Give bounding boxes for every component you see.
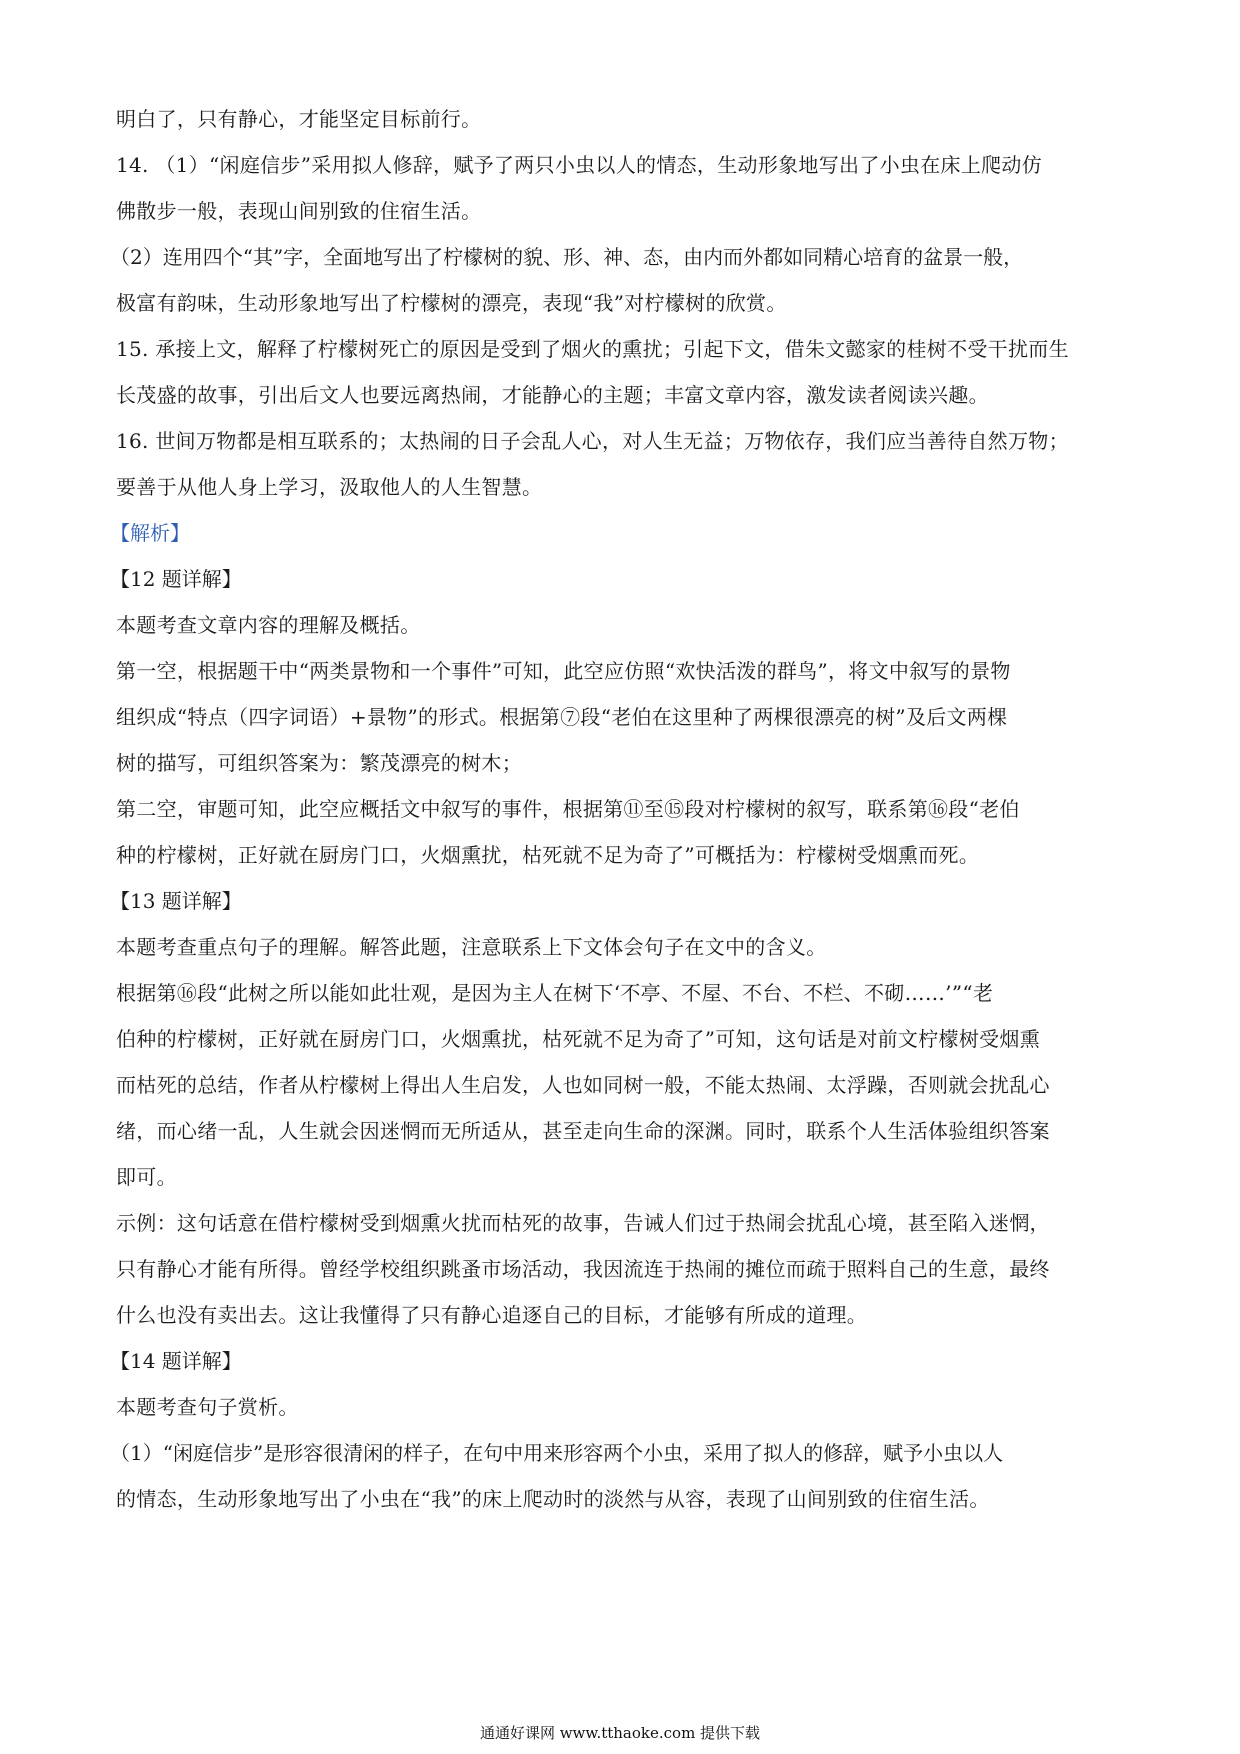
q14-part1-line1: （1）“闲庭信步”是形容很清闲的样子，在句中用来形容两个小虫，采用了拟人的修辞，赋予小虫以人 [110, 1441, 1004, 1465]
q13-body-line5: 即可。 [116, 1165, 177, 1189]
q13-intro: 本题考查重点句子的理解。解答此题，注意联系上下文体会句子在文中的含义。 [116, 935, 827, 959]
q12-blank2-line1: 第二空，审题可知，此空应概括文中叙写的事件，根据第⑪至⑮段对柠檬树的叙写，联系第⑯段“老伯 [116, 797, 1020, 821]
q13-body-line3: 而枯死的总结，作者从柠檬树上得出人生启发，人也如同树一般，不能太热闹、太浮躁，否则就会扰乱心 [116, 1073, 1050, 1097]
answer-15-line2: 长茂盛的故事，引出后文人也要远离热闹，才能静心的主题；丰富文章内容，激发读者阅读兴趣。 [116, 383, 989, 407]
q13-body-line1: 根据第⑯段“此树之所以能如此壮观，是因为主人在树下‘不亭、不屋、不台、不栏、不砌……’”“老 [116, 981, 994, 1005]
document-page [110, 96, 1126, 1522]
answer-14-part2-line2: 极富有韵味，生动形象地写出了柠檬树的漂亮，表现“我”对柠檬树的欣赏。 [116, 291, 787, 315]
q13-body-line2: 伯种的柠檬树，正好就在厨房门口，火烟熏扰，枯死就不足为奇了”可知，这句话是对前文柠檬树受烟熏 [116, 1027, 1041, 1051]
answer-14-part1-line2: 佛散步一般，表现山间别致的住宿生活。 [116, 199, 482, 223]
answer-16-line1: 16. 世间万物都是相互联系的；太热闹的日子会乱人心，对人生无益；万物依存，我们应当善待自然万物； [116, 429, 1069, 453]
answer-14-part2-line1: （2）连用四个“其”字，全面地写出了柠檬树的貌、形、神、态，由内而外都如同精心培育的盆景一般， [110, 245, 1024, 269]
q12-blank1-line2: 组织成“特点（四字词语）+景物”的形式。根据第⑦段“老伯在这里种了两棵很漂亮的树”及后文两棵 [116, 705, 1008, 729]
q12-blank1-line1: 第一空，根据题干中“两类景物和一个事件”可知，此空应仿照“欢快活泼的群鸟”，将文中叙写的景物 [116, 659, 1011, 683]
q13-example-line1: 示例：这句话意在借柠檬树受到烟熏火扰而枯死的故事，告诫人们过于热闹会扰乱心境，甚至陷入迷惘， [116, 1211, 1050, 1235]
q12-blank2-line2: 种的柠檬树，正好就在厨房门口，火烟熏扰，枯死就不足为奇了”可概括为：柠檬树受烟熏而死。 [116, 843, 980, 867]
q14-detail-heading: 【14 题详解】 [110, 1349, 242, 1373]
answer-16-line2: 要善于从他人身上学习，汲取他人的人生智慧。 [116, 475, 543, 499]
analysis-heading: 【解析】 [110, 521, 190, 545]
footer-watermark: 通通好课网 www.tthaoke.com 提供下载 [479, 1724, 761, 1742]
q13-example-line3: 什么也没有卖出去。这让我懂得了只有静心追逐自己的目标，才能够有所成的道理。 [116, 1303, 868, 1327]
answer-13-tail: 明白了，只有静心，才能坚定目标前行。 [116, 107, 482, 131]
answer-14-part1-line1: 14. （1）“闲庭信步”采用拟人修辞，赋予了两只小虫以人的情态，生动形象地写出了小虫在床上爬动仿 [116, 153, 1043, 177]
q13-body-line4: 绪，而心绪一乱，人生就会因迷惘而无所适从，甚至走向生命的深渊。同时，联系个人生活体验组织答案 [116, 1119, 1050, 1143]
q12-blank1-line3: 树的描写，可组织答案为：繁茂漂亮的树木； [116, 751, 522, 775]
q14-intro: 本题考查句子赏析。 [116, 1395, 299, 1419]
q14-part1-line2: 的情态，生动形象地写出了小虫在“我”的床上爬动时的淡然与从容，表现了山间别致的住宿生活。 [116, 1487, 990, 1511]
answer-15-line1: 15. 承接上文，解释了柠檬树死亡的原因是受到了烟火的熏扰；引起下文，借朱文懿家的桂树不受干扰而生 [116, 337, 1069, 361]
q12-detail-heading: 【12 题详解】 [110, 567, 242, 591]
q12-intro: 本题考查文章内容的理解及概括。 [116, 613, 421, 637]
q13-example-line2: 只有静心才能有所得。曾经学校组织跳蚤市场活动，我因流连于热闹的摊位而疏于照料自己的生意，最终 [116, 1257, 1050, 1281]
q13-detail-heading: 【13 题详解】 [110, 889, 242, 913]
